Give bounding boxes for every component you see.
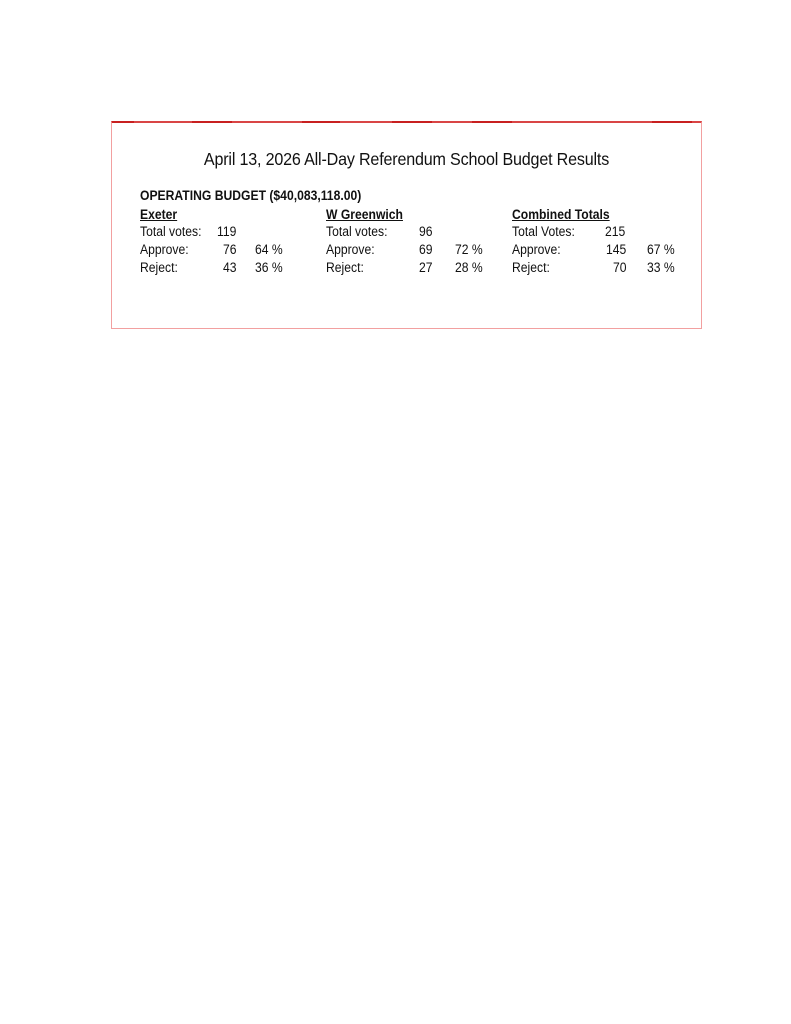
row-approve xyxy=(140,241,310,259)
column-heading: Combined Totals xyxy=(512,207,610,222)
row-label: Total votes: xyxy=(326,224,388,239)
row-total-votes xyxy=(326,223,496,241)
row-label: Reject: xyxy=(512,260,550,275)
row-value: 43 xyxy=(223,260,237,275)
row-value: 27 xyxy=(419,260,433,275)
row-label: Approve: xyxy=(512,242,561,257)
row-label: Approve: xyxy=(140,242,189,257)
top-border-accent xyxy=(472,121,512,123)
row-reject xyxy=(512,259,692,277)
row-percent: 36 % xyxy=(255,260,283,275)
results-box xyxy=(111,121,702,329)
row-value: 145 xyxy=(606,242,627,257)
top-border-accent xyxy=(112,121,134,123)
row-label: Reject: xyxy=(326,260,364,275)
row-value: 69 xyxy=(419,242,433,257)
row-value: 119 xyxy=(217,224,237,239)
top-border-accent xyxy=(192,121,232,123)
column-exeter xyxy=(140,206,310,277)
row-value: 96 xyxy=(419,224,433,239)
row-total-votes xyxy=(512,223,692,241)
row-label: Reject: xyxy=(140,260,178,275)
row-total-votes xyxy=(140,223,310,241)
column-w-greenwich xyxy=(326,206,496,277)
top-border-accent xyxy=(652,121,692,123)
row-approve xyxy=(512,241,692,259)
section-title: OPERATING BUDGET ($40,083,118.00) xyxy=(140,188,362,203)
row-reject xyxy=(140,259,310,277)
column-heading: W Greenwich xyxy=(326,207,403,222)
column-heading: Exeter xyxy=(140,207,178,222)
column-combined-totals xyxy=(512,206,692,277)
row-label: Approve: xyxy=(326,242,375,257)
top-border-accent xyxy=(392,121,432,123)
top-border-accent xyxy=(302,121,340,123)
row-value: 70 xyxy=(613,260,627,275)
row-percent: 67 % xyxy=(647,242,675,257)
row-percent: 28 % xyxy=(455,260,483,275)
row-label: Total votes: xyxy=(140,224,202,239)
row-percent: 72 % xyxy=(455,242,483,257)
document-title: April 13, 2026 All-Day Referendum School Budget Results xyxy=(203,149,610,169)
row-percent: 33 % xyxy=(647,260,675,275)
row-percent: 64 % xyxy=(255,242,283,257)
row-value: 76 xyxy=(223,242,237,257)
row-label: Total Votes: xyxy=(512,224,575,239)
row-value: 215 xyxy=(605,224,626,239)
row-approve xyxy=(326,241,496,259)
row-reject xyxy=(326,259,496,277)
